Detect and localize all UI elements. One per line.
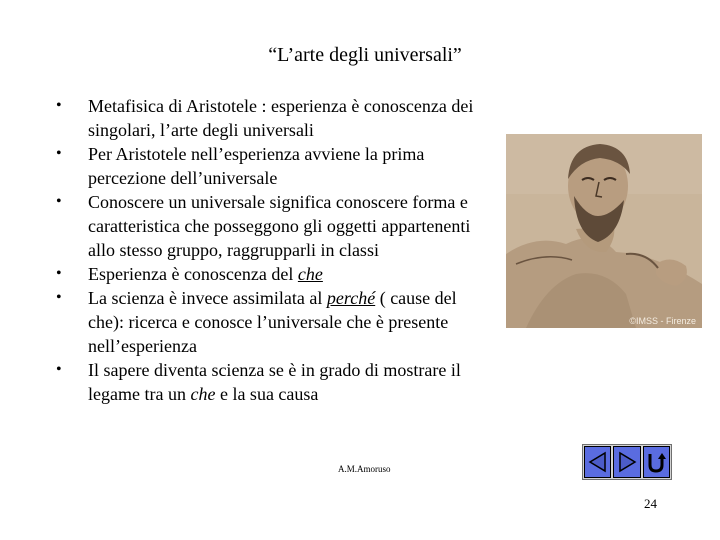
bullet-dot: • [56,361,62,378]
bullet-item [54,358,494,406]
bullet-text-before: Esperienza è conoscenza del [88,264,298,284]
bullet-item [54,262,494,286]
author-footer: A.M.Amoruso [338,464,391,474]
bullet-dot: • [56,145,62,162]
bullet-item [54,286,494,358]
bullet-text-before: La scienza è invece assimilata al [88,288,327,308]
bullet-dot: • [56,97,62,114]
image-credit: ©IMSS - Firenze [629,316,696,326]
bullet-item [54,94,494,142]
keyword-che: che [190,384,216,404]
bullet-text-after: ( cause del che): ricerca e conosce l’universale che è presente nell’esperienza [88,288,457,356]
bullet-dot: • [56,265,62,282]
bullet-dot: • [56,289,62,306]
bullet-text: Metafisica di Aristotele : esperienza è conoscenza dei singolari, l’arte degli universali [88,96,474,140]
u-turn-arrow-icon [645,450,667,474]
bullet-item [54,190,494,262]
bullet-text-before: Il sapere diventa scienza se è in grado di mostrare il legame tra un [88,360,461,404]
keyword-perche: perché [326,288,376,308]
previous-slide-button[interactable] [584,446,611,478]
return-button[interactable] [643,446,670,478]
portrait-sketch [506,134,702,328]
next-slide-button[interactable] [613,446,640,478]
bullet-text: Conoscere un universale significa conoscere forma e caratteristica che posseggono gli oggetti appartenenti allo stesso gruppo, raggrupparli in classi [88,192,471,260]
bullet-item [54,142,494,190]
slide-navigation [582,444,672,480]
page-number: 24 [644,496,657,511]
bullet-text-after: e la sua causa [215,384,319,404]
bullet-list [54,94,494,406]
triangle-right-icon [616,451,638,473]
bullet-text: Per Aristotele nell’esperienza avviene la prima percezione dell’universale [88,144,425,188]
keyword-che: che [297,264,323,284]
aristotle-portrait [506,134,702,328]
triangle-left-icon [587,451,609,473]
slide-title: “L’arte degli universali” [268,44,462,66]
bullet-dot: • [56,193,62,210]
